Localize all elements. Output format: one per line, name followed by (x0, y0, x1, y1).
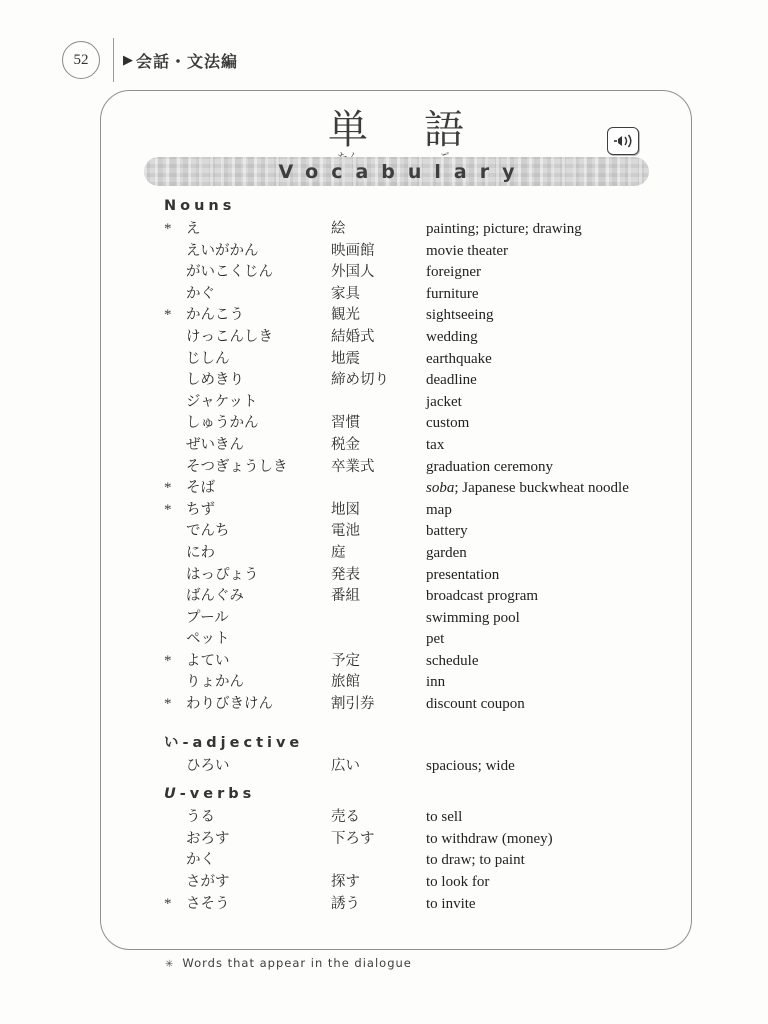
page-number-badge (62, 41, 100, 79)
word-kanji (331, 608, 426, 630)
word-kanji: 外国人 (331, 264, 375, 281)
word-english: map (426, 501, 452, 518)
star-placeholder (164, 829, 186, 851)
word-english: furniture (426, 285, 479, 302)
word-english: schedule (426, 652, 479, 669)
chapter-section-label (123, 49, 238, 72)
star-placeholder (164, 413, 186, 435)
word-kana: えいがかん (186, 242, 259, 259)
star-placeholder (164, 262, 186, 284)
star-placeholder (164, 672, 186, 694)
vocab-row (164, 241, 665, 263)
star-placeholder (164, 565, 186, 587)
star-placeholder (164, 521, 186, 543)
word-english: spacious; wide (426, 757, 515, 774)
vocab-row (164, 327, 665, 349)
word-kana: かく (186, 852, 215, 869)
word-english: earthquake (426, 350, 492, 367)
vocab-row (164, 457, 665, 479)
vocab-row (164, 586, 665, 608)
word-kanji (331, 392, 426, 414)
word-kanji: 売る (331, 809, 360, 826)
vocab-row (164, 629, 665, 651)
page-title (101, 109, 691, 164)
word-english: deadline (426, 372, 477, 389)
word-kanji: 結婚式 (331, 328, 375, 345)
star-placeholder (164, 586, 186, 608)
word-kana: けっこんしき (186, 328, 273, 345)
audio-speaker-icon (607, 127, 639, 155)
word-kana: ジャケット (186, 393, 258, 410)
word-kanji: 誘う (331, 895, 360, 912)
word-kanji: 地震 (331, 350, 360, 367)
word-kanji: 絵 (331, 221, 346, 237)
word-kanji (331, 850, 426, 872)
word-kana: がいこくじん (186, 264, 273, 281)
vocab-row (164, 392, 665, 414)
word-kanji: 映画館 (331, 242, 375, 259)
section-heading-u-verbs: U-verbs (164, 786, 256, 803)
vocab-row (164, 413, 665, 435)
word-english: sightseeing (426, 307, 494, 324)
title-char-2 (424, 109, 464, 164)
english-part: ; Japanese buckwheat noodle (454, 480, 629, 497)
star-placeholder (164, 756, 186, 778)
dialogue-word-asterisk: * (164, 696, 172, 713)
vocab-row (164, 305, 665, 327)
page-header (62, 38, 238, 82)
dialogue-word-asterisk: * (164, 895, 172, 912)
star-placeholder (164, 392, 186, 414)
vocab-row (164, 872, 665, 894)
word-english: painting; picture; drawing (426, 221, 582, 237)
word-english: broadcast program (426, 588, 539, 605)
star-placeholder (164, 435, 186, 457)
title-char-1 (328, 109, 368, 164)
word-kanji: 電池 (331, 523, 360, 540)
vocab-row (164, 651, 665, 673)
vocab-row (164, 850, 665, 872)
word-english: inn (426, 674, 446, 691)
dialogue-word-asterisk: * (164, 307, 172, 324)
word-english: to draw; to paint (426, 852, 525, 869)
word-kanji: 探す (331, 874, 360, 891)
vocabulary-list (164, 197, 665, 915)
footnote-asterisk-icon: ✳ (165, 959, 175, 970)
dialogue-word-asterisk: * (164, 221, 172, 237)
word-kana: かぐ (186, 285, 215, 302)
vocab-row (164, 219, 665, 241)
word-kana: ちず (186, 501, 215, 518)
word-kana: そつぎょうしき (186, 458, 288, 475)
word-kana: ひろい (186, 757, 230, 774)
word-english: garden (426, 544, 467, 561)
vocab-row (164, 370, 665, 392)
word-kanji: 税金 (331, 436, 360, 453)
word-kana: そば (186, 480, 215, 497)
star-placeholder (164, 241, 186, 263)
title-kanji-1: 単 (328, 107, 368, 153)
vocab-row (164, 435, 665, 457)
word-english: battery (426, 523, 468, 540)
word-kanji: 発表 (331, 566, 360, 583)
vocab-row (164, 807, 665, 829)
vocab-row (164, 284, 665, 306)
vocab-row (164, 672, 665, 694)
word-english: to look for (426, 874, 490, 891)
vocabulary-banner (144, 157, 649, 186)
star-placeholder (164, 457, 186, 479)
section-heading--adjective: い-adjective (164, 734, 304, 751)
word-kana: にわ (186, 544, 215, 561)
header-divider (113, 38, 114, 82)
footnote-text: Words that appear in the dialogue (182, 956, 412, 970)
vocab-row (164, 756, 665, 778)
star-placeholder (164, 349, 186, 371)
star-placeholder (164, 850, 186, 872)
word-kana: わりびきけん (186, 696, 273, 713)
vocab-row (164, 478, 665, 500)
word-english: graduation ceremony (426, 458, 554, 475)
word-english (426, 478, 665, 500)
vocab-row (164, 894, 665, 916)
vocab-row (164, 521, 665, 543)
word-kanji: 旅館 (331, 674, 360, 691)
word-kana: かんこう (186, 307, 244, 324)
star-placeholder (164, 629, 186, 651)
word-english: to sell (426, 809, 463, 826)
word-english: jacket (426, 393, 462, 410)
word-english: foreigner (426, 264, 481, 281)
word-kana: ばんぐみ (186, 588, 244, 605)
star-placeholder (164, 284, 186, 306)
word-kana: プール (186, 609, 229, 626)
vocabulary-banner-text: Vocabulary (278, 160, 528, 183)
section-marker-icon: ▶ (123, 52, 134, 68)
star-placeholder (164, 370, 186, 392)
star-placeholder (164, 872, 186, 894)
word-kana: え (186, 221, 201, 237)
word-kanji: 習慣 (331, 415, 360, 432)
word-english: discount coupon (426, 696, 525, 713)
word-kana: よてい (186, 652, 230, 669)
word-english: tax (426, 436, 445, 453)
word-english: to invite (426, 895, 476, 912)
word-kana: しゅうかん (186, 415, 259, 432)
vocab-row (164, 543, 665, 565)
word-kana: しめきり (186, 372, 244, 389)
word-kanji: 割引券 (331, 696, 375, 713)
word-kanji: 家具 (331, 285, 360, 302)
page-number: 52 (73, 51, 89, 68)
dialogue-word-asterisk: * (164, 501, 172, 518)
word-kana: でんち (186, 523, 230, 540)
word-english: movie theater (426, 242, 509, 259)
word-english: presentation (426, 566, 500, 583)
word-kana: おろす (186, 830, 230, 847)
word-kanji: 下ろす (331, 830, 375, 847)
word-english: pet (426, 631, 445, 648)
word-kanji: 地図 (331, 501, 360, 518)
footnote (165, 956, 412, 970)
title-kanji-2: 語 (424, 107, 464, 153)
word-kanji: 観光 (331, 307, 360, 324)
word-kana: さそう (186, 895, 230, 912)
word-kanji: 広い (331, 757, 360, 774)
word-kana: りょかん (186, 674, 244, 691)
word-english: wedding (426, 328, 478, 345)
vocab-row (164, 694, 665, 716)
word-kanji (331, 478, 426, 500)
vocab-row (164, 349, 665, 371)
chapter-section-text: 会話・文法編 (136, 51, 239, 71)
star-placeholder (164, 543, 186, 565)
word-kana: ぜいきん (186, 436, 244, 453)
star-placeholder (164, 807, 186, 829)
vocab-row (164, 829, 665, 851)
vocabulary-box (100, 90, 692, 950)
word-kanji: 予定 (331, 652, 360, 669)
english-italic-part: soba (426, 480, 455, 497)
word-kanji: 締め切り (331, 372, 389, 389)
vocab-row (164, 565, 665, 587)
section-heading-nouns: Nouns (164, 198, 236, 214)
star-placeholder (164, 608, 186, 630)
word-kanji (331, 629, 426, 651)
vocab-row (164, 608, 665, 630)
star-placeholder (164, 327, 186, 349)
word-kana: じしん (186, 350, 230, 367)
vocab-row (164, 500, 665, 522)
word-kanji: 卒業式 (331, 458, 375, 475)
word-kanji: 庭 (331, 544, 346, 561)
word-kana: うる (186, 809, 215, 826)
vocab-row (164, 262, 665, 284)
word-english: custom (426, 415, 470, 432)
word-kana: はっぴょう (186, 566, 259, 583)
dialogue-word-asterisk: * (164, 480, 172, 497)
word-english: to withdraw (money) (426, 830, 553, 847)
word-kanji: 番組 (331, 588, 360, 605)
word-kana: さがす (186, 874, 230, 891)
word-english: swimming pool (426, 609, 520, 626)
word-kana: ペット (186, 631, 230, 648)
dialogue-word-asterisk: * (164, 652, 172, 669)
